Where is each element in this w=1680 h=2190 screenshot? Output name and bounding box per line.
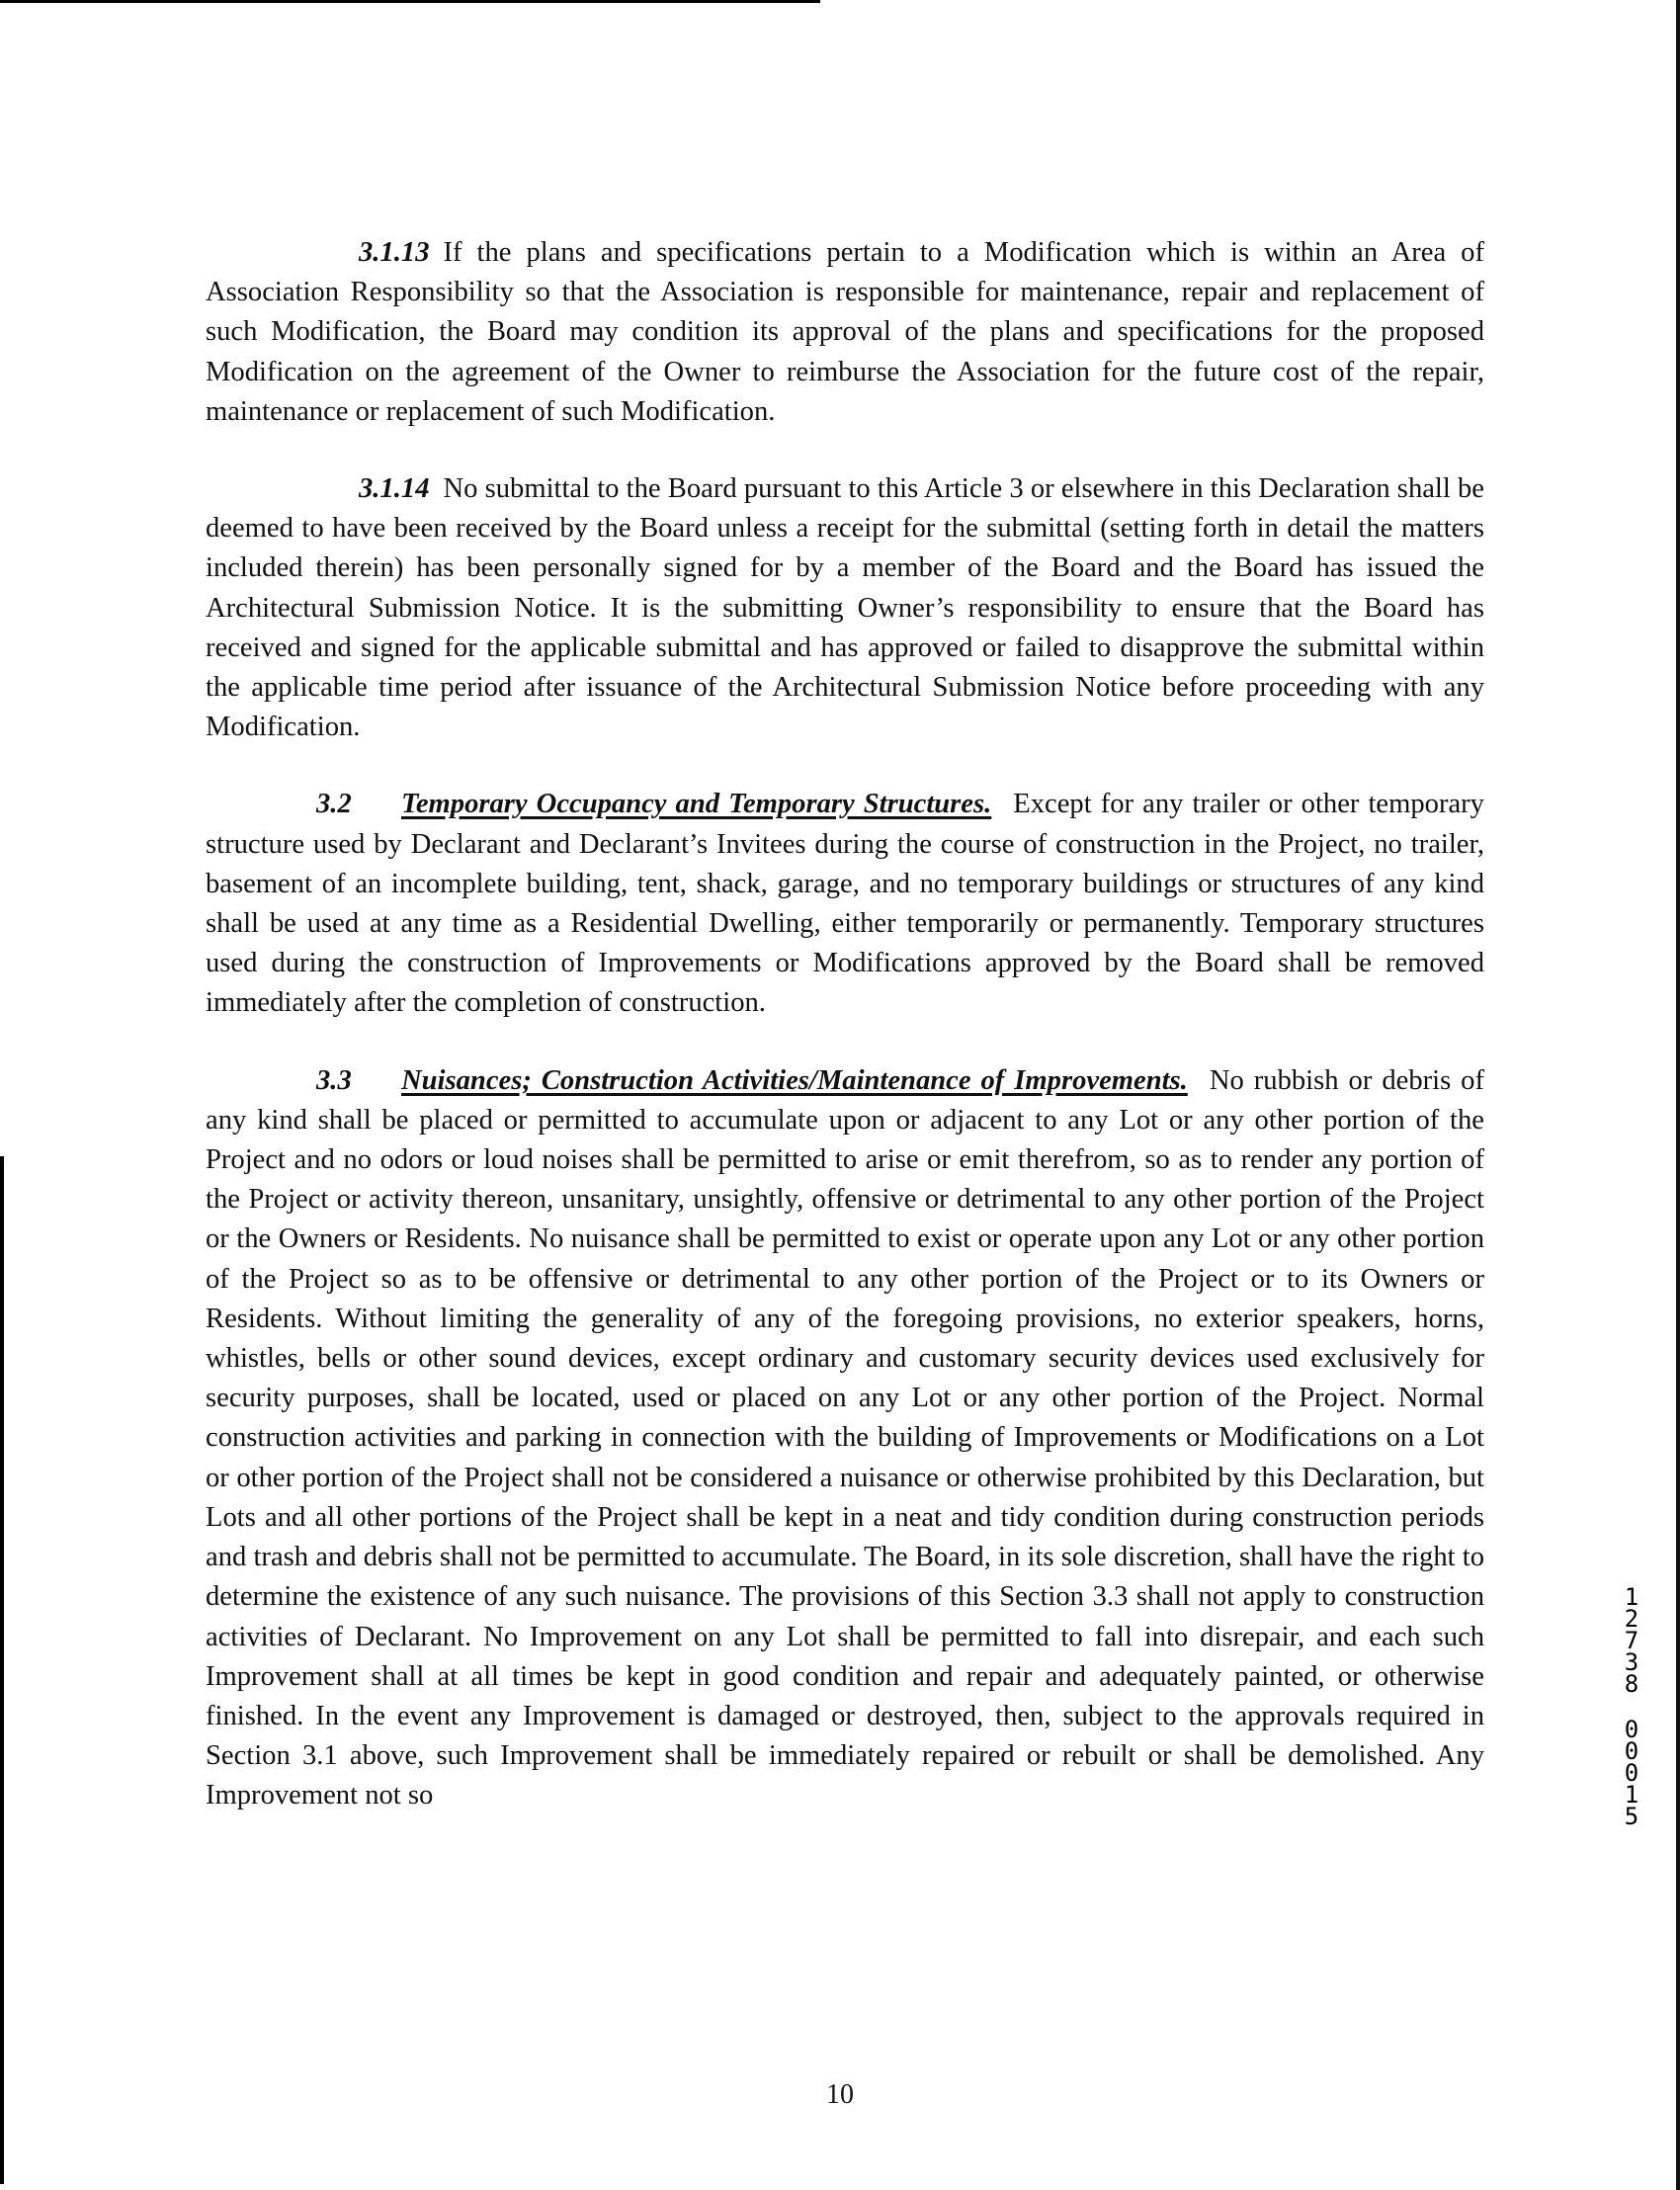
stamp-digit: 0 — [1624, 1737, 1639, 1765]
stamp-digit: 2 — [1624, 1605, 1639, 1633]
document-body — [206, 233, 1484, 1854]
recording-stamp — [1621, 1583, 1642, 1830]
paragraph-number: 3.1.13 — [359, 237, 430, 268]
paragraph-3-1-14 — [206, 469, 1484, 747]
stamp-digit: 3 — [1624, 1648, 1639, 1676]
stamp-digit: 1 — [1624, 1781, 1639, 1809]
section-number: 3.2 — [316, 789, 352, 820]
section-number: 3.3 — [316, 1064, 352, 1096]
scan-right-edge — [1676, 0, 1680, 2190]
section-3-3 — [206, 1061, 1484, 1816]
stamp-digit: 5 — [1624, 1803, 1639, 1830]
stamp-digit: 0 — [1624, 1716, 1639, 1743]
paragraph-number: 3.1.14 — [359, 473, 430, 505]
section-3-2 — [206, 785, 1484, 1023]
paragraph-text: No submittal to the Board pursuant to this Article 3 or elsewhere in this Declaration shall be deemed to have been received by the Board unless a receipt for the submittal (setting forth in detail the matters included therein) has been personally signed for by a member of the Board and the Board has issued the Architectural Submission Notice. It is the submitting Owner’s responsibility to ensure that the Board has received and signed for the applicable submittal and has approved or failed to disapprove the submittal within the applicable time period after issuance of the Architectural Submission Notice before proceeding with any Modification. — [206, 473, 1484, 743]
stamp-digit: 1 — [1624, 1583, 1639, 1611]
paragraph-3-1-13 — [206, 233, 1484, 432]
stamp-digit: 7 — [1624, 1627, 1639, 1654]
paragraph-text: If the plans and specifications pertain to a Modification which is within an Area of Association Responsibility so that the Association is responsible for maintenance, repair and replacement of such Modification, the Board may condition its approval of the plans and specifications for the proposed Modification on the agreement of the Owner to reimburse the Association for the future cost of the repair, maintenance or replacement of such Modification. — [206, 237, 1484, 427]
scan-top-border — [0, 0, 820, 3]
scan-left-edge — [0, 1156, 4, 2184]
section-heading: Temporary Occupancy and Temporary Structures. — [401, 789, 992, 820]
section-text: No rubbish or debris of any kind shall be placed or permitted to accumulate upon or adjacent to any Lot or any other portion of the Project and no odors or loud noises shall be permitted to arise or emit therefrom, so as to render any portion of the Project or activity thereon, unsanitary, unsightly, offensive or detrimental to any other portion of the Project or the Owners or Residents. No nuisance shall be permitted to exist or operate upon any Lot or any other portion of the Project so as to be offensive or detrimental to any other portion of the Project or to its Owners or Residents. Without limiting the generality of any of the foregoing provisions, no exterior speakers, horns, whistles, bells or other sound devices, except ordinary and customary security devices used exclusively for security purposes, shall be located, used or placed on any Lot or any other portion of the Project. Normal construction activities and parking in connection with the building of Improvements or Modifications on a Lot or other portion of the Project shall not be considered a nuisance or otherwise prohibited by this Declaration, but Lots and all other portions of the Project shall be kept in a neat and tidy condition during construction periods and trash and debris shall not be permitted to accumulate. The Board, in its sole discretion, shall have the right to determine the existence of any such nuisance. The provisions of this Section 3.3 shall not apply to construction activities of Declarant. No Improvement on any Lot shall be permitted to fall into disrepair, and each such Improvement shall at all times be kept in good condition and repair and adequately painted, or otherwise finished. In the event any Improvement is damaged or destroyed, then, subject to the approvals required in Section 3.1 above, such Improvement shall be immediately repaired or rebuilt or shall be demolished. Any Improvement not so — [206, 1064, 1485, 1811]
stamp-digit: 8 — [1624, 1670, 1639, 1698]
stamp-digit: 0 — [1624, 1759, 1639, 1787]
section-text: Except for any trailer or other temporary structure used by Declarant and Declarant’s Invitees during the course of construction in the Project, no trailer, basement of an incomplete building, tent, shack, garage, and no temporary buildings or structures of any kind shall be used at any time as a Residential Dwelling, either temporarily or permanently. Temporary structures used during the construction of Improvements or Modifications approved by the Board shall be removed immediately after the completion of construction. — [206, 789, 1484, 1019]
section-heading: Nuisances; Construction Activities/Maintenance of Improvements. — [401, 1064, 1188, 1096]
page-number: 10 — [826, 2079, 854, 2110]
